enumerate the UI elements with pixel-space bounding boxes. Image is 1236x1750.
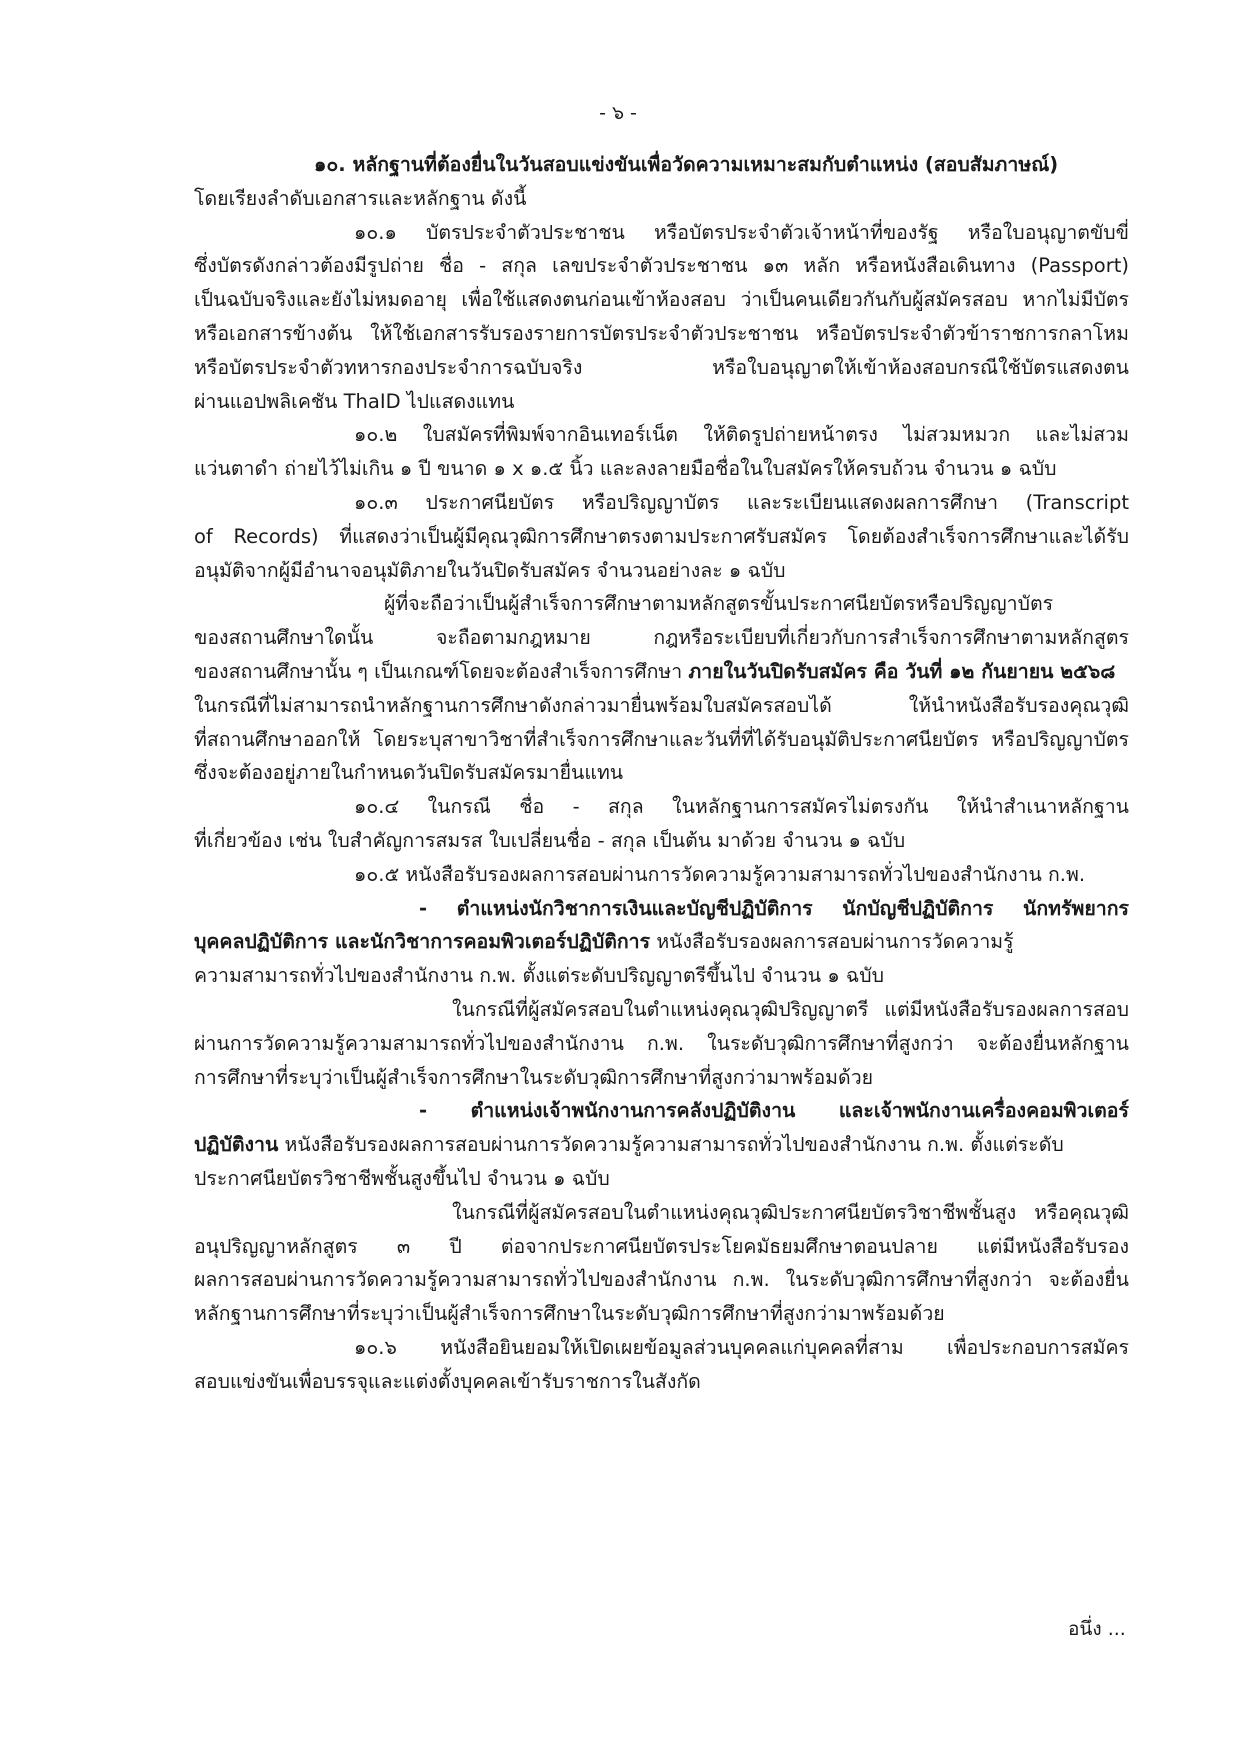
text-line: ในกรณีที่ไม่สามารถนำหลักฐานการศึกษาดังกล่าวมายื่นพร้อมใบสมัครสอบได้ ให้นำหนังสือรับรองคุณวุฒิ xyxy=(194,693,1129,717)
text-line: ของสถานศึกษาใดนั้น จะถือตามกฎหมาย กฎหรือระเบียบที่เกี่ยวกับการสำเร็จการศึกษาตามหลักสูตร xyxy=(194,626,1129,650)
text-line: ในกรณีที่ผู้สมัครสอบในตำแหน่งคุณวุฒิประกาศนียบัตรวิชาชีพชั้นสูง หรือคุณวุฒิ xyxy=(452,1200,1129,1224)
text-line: การศึกษาที่ระบุว่าเป็นผู้สำเร็จการศึกษาในระดับวุฒิการศึกษาที่สูงกว่ามาพร้อมด้วย xyxy=(194,1065,874,1089)
text-line: of Records) ที่แสดงว่าเป็นผู้มีคุณวุฒิการศึกษาตรงตามประกาศรับสมัคร โดยต้องสำเร็จการศึกษาและได้รับ xyxy=(194,524,1129,548)
text-line: แว่นตาดำ ถ่ายไว้ไม่เกิน ๑ ปี ขนาด ๑ x ๑.๕ นิ้ว และลงลายมือชื่อในใบสมัครให้ครบถ้วน จำนวน ๑ ฉบับ xyxy=(194,457,1057,481)
page-number: - ๖ - xyxy=(599,102,637,124)
text-line: ผ่านการวัดความรู้ความสามารถทั่วไปของสำนักงาน ก.พ. ในระดับวุฒิการศึกษาที่สูงกว่า จะต้องยื่นหลักฐาน xyxy=(194,1031,1129,1055)
text-line: ผู้ที่จะถือว่าเป็นผู้สำเร็จการศึกษาตามหลักสูตรขั้นประกาศนียบัตรหรือปริญญาบัตร xyxy=(384,592,1054,616)
text-line: หรือเอกสารข้างต้น ให้ใช้เอกสารรับรองรายการบัตรประจำตัวประชาชน หรือบัตรประจำตัวข้าราชการกลาโหม xyxy=(194,321,1129,345)
position-group-2-heading: - ตำแหน่งเจ้าพนักงานการคลังปฏิบัติงาน และเจ้าพนักงานเครื่องคอมพิวเตอร์ xyxy=(419,1099,1129,1123)
application-deadline: ภายในวันปิดรับสมัคร คือ วันที่ ๑๒ กันยายน ๒๕๖๘ xyxy=(688,659,1116,683)
text-line: ที่สถานศึกษาออกให้ โดยระบุสาขาวิชาที่สำเร็จการศึกษาและวันที่ที่ได้รับอนุมัติประกาศนียบัตร หรือปริญญาบัตร xyxy=(194,727,1129,751)
item-10-6: ๑๐.๖ หนังสือยินยอมให้เปิดเผยข้อมูลส่วนบุคคลแก่บุคคลที่สาม เพื่อประกอบการสมัคร xyxy=(354,1335,1129,1359)
text-line: หรือบัตรประจำตัวทหารกองประจำการฉบับจริง หรือใบอนุญาตให้เข้าห้องสอบกรณีใช้บัตรแสดงตน xyxy=(194,355,1129,379)
text-line: เป็นฉบับจริงและยังไม่หมดอายุ เพื่อใช้แสดงตนก่อนเข้าห้องสอบ ว่าเป็นคนเดียวกันกับผู้สมัครสอบ หากไม่มีบัตร xyxy=(194,288,1129,312)
text-line: ในกรณีที่ผู้สมัครสอบในตำแหน่งคุณวุฒิปริญญาตรี แต่มีหนังสือรับรองผลการสอบ xyxy=(452,997,1129,1021)
text-line: หลักฐานการศึกษาที่ระบุว่าเป็นผู้สำเร็จการศึกษาในระดับวุฒิการศึกษาที่สูงกว่ามาพร้อมด้วย xyxy=(194,1302,945,1326)
section-10-heading: ๑๐. หลักฐานที่ต้องยื่นในวันสอบแข่งขันเพื่อวัดความเหมาะสมกับตำแหน่ง (สอบสัมภาษณ์) xyxy=(314,153,1059,176)
text-line: ผ่านแอปพลิเคชัน ThaID ไปแสดงแทน xyxy=(194,389,515,413)
document-body xyxy=(194,148,1129,1398)
item-10-5: ๑๐.๕ หนังสือรับรองผลการสอบผ่านการวัดความรู้ความสามารถทั่วไปของสำนักงาน ก.พ. xyxy=(354,862,1086,886)
text-line: ซึ่งจะต้องอยู่ภายในกำหนดวันปิดรับสมัครมายื่นแทน xyxy=(194,761,624,785)
text-span: ของสถานศึกษานั้น ๆ เป็นเกณฑ์โดยจะต้องสำเร็จการศึกษา xyxy=(194,659,683,683)
position-group-1-continued: บุคคลปฏิบัติการ และนักวิชาการคอมพิวเตอร์ปฏิบัติการ xyxy=(194,930,651,954)
item-10-4: ๑๐.๔ ในกรณี ชื่อ - สกุล ในหลักฐานการสมัครไม่ตรงกัน ให้นำสำเนาหลักฐาน xyxy=(354,795,1129,819)
text-line: อนุปริญญาหลักสูตร ๓ ปี ต่อจากประกาศนียบัตรประโยคมัธยมศึกษาตอนปลาย แต่มีหนังสือรับรอง xyxy=(194,1234,1129,1258)
text-line: อนุมัติจากผู้มีอำนาจอนุมัติภายในวันปิดรับสมัคร จำนวนอย่างละ ๑ ฉบับ xyxy=(194,558,786,582)
text-line: โดยเรียงลำดับเอกสารและหลักฐาน ดังนี้ xyxy=(194,186,527,210)
text-line: ซึ่งบัตรดังกล่าวต้องมีรูปถ่าย ชื่อ - สกุล เลขประจำตัวประชาชน ๑๓ หลัก หรือหนังสือเดินทาง (Passport) xyxy=(194,254,1129,278)
text-line-with-deadline xyxy=(194,655,1129,689)
position-group-2-continued: ปฏิบัติงาน xyxy=(194,1133,279,1157)
text-line-with-bold xyxy=(194,1128,1129,1162)
text-span: หนังสือรับรองผลการสอบผ่านการวัดความรู้ xyxy=(656,930,1014,954)
text-line: ที่เกี่ยวข้อง เช่น ใบสำคัญการสมรส ใบเปลี่ยนชื่อ - สกุล เป็นต้น มาด้วย จำนวน ๑ ฉบับ xyxy=(194,828,906,852)
text-line: ผลการสอบผ่านการวัดความรู้ความสามารถทั่วไปของสำนักงาน ก.พ. ในระดับวุฒิการศึกษาที่สูงกว่า จะต้องยื่น xyxy=(194,1268,1129,1292)
continued-next-page: อนึ่ง ... xyxy=(1068,1618,1126,1640)
text-line: ความสามารถทั่วไปของสำนักงาน ก.พ. ตั้งแต่ระดับปริญญาตรีขึ้นไป จำนวน ๑ ฉบับ xyxy=(194,964,884,988)
text-line: ประกาศนียบัตรวิชาชีพชั้นสูงขึ้นไป จำนวน ๑ ฉบับ xyxy=(194,1166,610,1190)
item-10-3: ๑๐.๓ ประกาศนียบัตร หรือปริญญาบัตร และระเบียนแสดงผลการศึกษา (Transcript xyxy=(354,490,1129,514)
text-line-with-bold xyxy=(194,925,1129,959)
item-10-1: ๑๐.๑ บัตรประจำตัวประชาชน หรือบัตรประจำตัวเจ้าหน้าที่ของรัฐ หรือใบอนุญาตขับขี่ xyxy=(354,220,1129,244)
text-line: สอบแข่งขันเพื่อบรรจุและแต่งตั้งบุคคลเข้ารับราชการในสังกัด xyxy=(194,1369,701,1393)
item-10-2: ๑๐.๒ ใบสมัครที่พิมพ์จากอินเทอร์เน็ต ให้ติดรูปถ่ายหน้าตรง ไม่สวมหมวก และไม่สวม xyxy=(354,423,1129,447)
position-group-1-heading: - ตำแหน่งนักวิชาการเงินและบัญชีปฏิบัติการ นักบัญชีปฏิบัติการ นักทรัพยากร xyxy=(419,896,1129,920)
text-span: หนังสือรับรองผลการสอบผ่านการวัดความรู้ความสามารถทั่วไปของสำนักงาน ก.พ. ตั้งแต่ระดับ xyxy=(284,1133,1064,1157)
